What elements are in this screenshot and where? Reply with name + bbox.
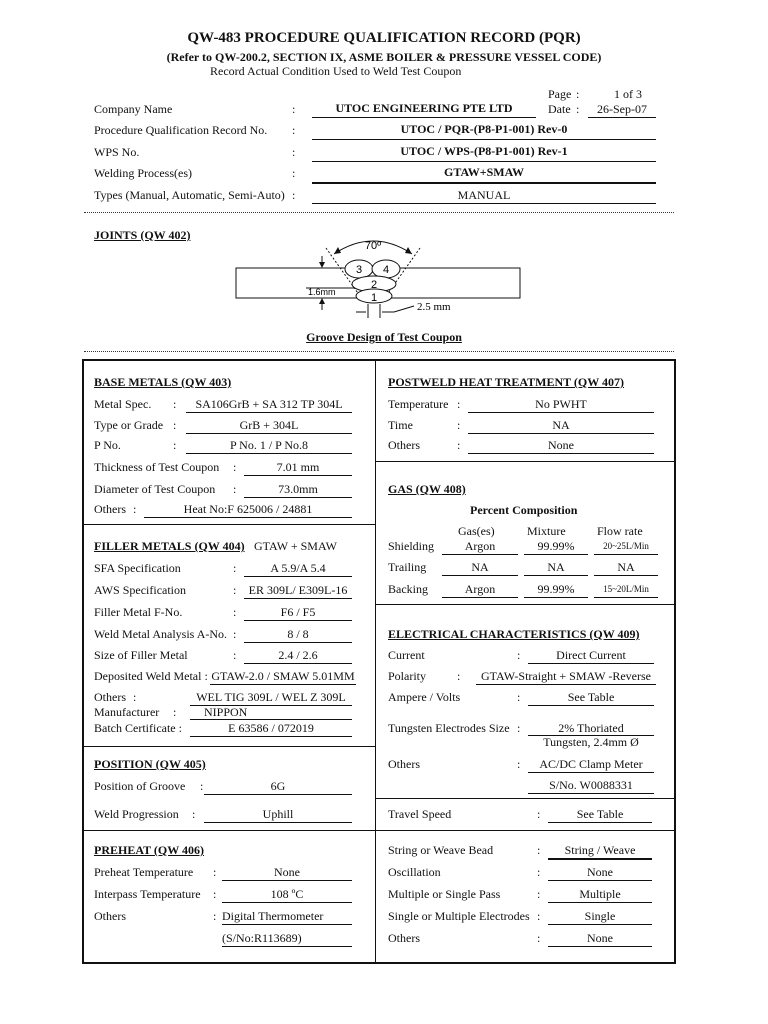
colon: :: [173, 438, 177, 452]
diameter-label: Diameter of Test Coupon: [94, 482, 216, 496]
sfa-label: SFA Specification: [94, 561, 181, 575]
interpass-value: 108 ºC: [270, 887, 304, 901]
metal-spec-label: Metal Spec.: [94, 397, 152, 411]
colon: :: [576, 102, 580, 116]
thickness-label: Thickness of Test Coupon: [94, 460, 220, 474]
underline: [222, 880, 352, 881]
colon: :: [537, 931, 541, 945]
underline: [468, 453, 654, 454]
types-label: Types (Manual, Automatic, Semi-Auto): [94, 188, 285, 202]
underline: [244, 475, 352, 476]
underline: [210, 684, 356, 685]
groove-position-label: Position of Groove: [94, 779, 186, 793]
fno-label: Filler Metal F-No.: [94, 605, 183, 619]
colon: :: [173, 397, 177, 411]
groove-angle: 70º: [364, 240, 382, 252]
section-divider: [84, 746, 375, 747]
progression-label: Weld Progression: [94, 807, 179, 821]
colon: :: [233, 460, 237, 474]
elec-others-label: Others: [388, 757, 420, 771]
company-label: Company Name: [94, 102, 173, 116]
colon: :: [457, 418, 461, 432]
underline: [244, 576, 352, 577]
root-face-label: 1.6mm: [308, 287, 336, 297]
colon: :: [292, 123, 296, 137]
preheat-others-value: Digital Thermometer: [222, 909, 324, 923]
colon: :: [233, 605, 237, 619]
underline: [244, 663, 352, 664]
ampere-label: Ampere / Volts: [388, 690, 461, 704]
polarity-value: GTAW-Straight + SMAW -Reverse: [481, 669, 651, 683]
colon: :: [517, 757, 521, 771]
underline: [222, 924, 352, 925]
filler-others-value: WEL TIG 309L / WEL Z 309L: [196, 690, 346, 704]
wps-label: WPS No.: [94, 145, 140, 159]
col-mixture: Mixture: [527, 524, 566, 538]
underline: [528, 793, 654, 794]
thermometer-serial: (S/No:R113689): [222, 931, 302, 945]
percent-composition: Percent Composition: [470, 503, 578, 517]
underline: [442, 554, 518, 555]
oscillation-label: Oscillation: [388, 865, 441, 879]
tungsten-value-2: Tungsten, 2.4mm Ø: [543, 735, 639, 749]
underline: [222, 946, 352, 947]
page-value: 1 of 3: [614, 87, 642, 101]
col-flow-rate: Flow rate: [597, 524, 643, 538]
thickness-value: 7.01 mm: [276, 460, 320, 474]
underline: [548, 924, 652, 925]
manufacturer-value: NIPPON: [204, 705, 248, 719]
oscillation-value: None: [587, 865, 613, 879]
colon: :: [233, 627, 237, 641]
travel-speed-value: See Table: [576, 807, 624, 821]
current-label: Current: [388, 648, 425, 662]
filler-metals-title: FILLER METALS (QW 404): [94, 539, 245, 553]
page-label: Page: [548, 87, 572, 101]
groove-position-value: 6G: [270, 779, 286, 793]
section-divider: [376, 830, 674, 831]
underline: [244, 620, 352, 621]
preheat-others-label: Others: [94, 909, 126, 923]
gas-row-flow: 15~20L/Min: [603, 584, 649, 594]
pqr-label: Procedure Qualification Record No.: [94, 123, 268, 137]
colon: :: [200, 779, 204, 793]
pqr-value: UTOC / PQR-(P8-P1-001) Rev-0: [400, 122, 568, 136]
underline: [312, 139, 656, 140]
underline: [442, 597, 518, 598]
underline: [222, 902, 352, 903]
aws-value: ER 309L/ E309L-16: [248, 583, 348, 597]
pno-label: P No.: [94, 438, 121, 452]
underline: [312, 203, 656, 204]
underline: [144, 517, 352, 518]
section-divider: [84, 830, 375, 831]
preheat-temp-value: None: [274, 865, 300, 879]
metal-spec-value: SA106GrB + SA 312 TP 304L: [195, 397, 343, 411]
colon: :: [192, 807, 196, 821]
deposited-value: GTAW-2.0 / SMAW 5.01MM: [211, 669, 355, 683]
underline: [468, 433, 654, 434]
pwht-time-value: NA: [552, 418, 570, 432]
column-divider: [375, 361, 376, 962]
gas-row-mix: 99.99%: [537, 582, 575, 596]
colon: :: [233, 648, 237, 662]
pwht-temp-label: Temperature: [388, 397, 449, 411]
gas-title: GAS (QW 408): [388, 482, 466, 496]
underline: [594, 554, 658, 555]
underline: [524, 554, 588, 555]
electrical-title: ELECTRICAL CHARACTERISTICS (QW 409): [388, 627, 640, 641]
underline: [548, 946, 652, 947]
dotted-separator: [84, 351, 674, 352]
colon: :: [457, 669, 461, 683]
technique-others-value: None: [587, 931, 613, 945]
bead-type-value: String / Weave: [564, 843, 636, 857]
colon: :: [576, 87, 580, 101]
clamp-meter-serial: S/No. W0088331: [549, 778, 633, 792]
colon: :: [173, 418, 177, 432]
deposited-label: Deposited Weld Metal :: [94, 669, 208, 683]
underline: [524, 597, 588, 598]
colon: :: [517, 648, 521, 662]
underline: [186, 433, 352, 434]
bead-2-label: 2: [370, 279, 378, 291]
colon: :: [457, 397, 461, 411]
grade-value: GrB + 304L: [239, 418, 299, 432]
bead-4-label: 4: [382, 264, 390, 276]
technique-others-label: Others: [388, 931, 420, 945]
aws-label: AWS Specification: [94, 583, 187, 597]
underline: [244, 642, 352, 643]
col-gases: Gas(es): [458, 524, 495, 538]
process-value: GTAW+SMAW: [444, 165, 524, 179]
groove-caption: Groove Design of Test Coupon: [306, 330, 462, 344]
underline: [528, 663, 654, 664]
joints-title: JOINTS (QW 402): [94, 228, 191, 242]
underline: [528, 772, 654, 773]
colon: :: [292, 188, 296, 202]
groove-diagram: [230, 232, 530, 328]
underline: [524, 575, 588, 576]
bead-1-label: 1: [370, 292, 378, 304]
dotted-separator: [84, 212, 674, 213]
pwht-temp-value: No PWHT: [535, 397, 587, 411]
fno-value: F6 / F5: [280, 605, 316, 619]
gas-row-gas: NA: [471, 560, 489, 574]
ano-value: 8 / 8: [287, 627, 309, 641]
filler-process-value: GTAW + SMAW: [254, 539, 337, 553]
pwht-time-label: Time: [388, 418, 413, 432]
preheat-title: PREHEAT (QW 406): [94, 843, 205, 857]
underline: [186, 453, 352, 454]
colon: :: [537, 843, 541, 857]
colon: :: [213, 887, 217, 901]
diameter-value: 73.0mm: [278, 482, 318, 496]
colon: :: [537, 909, 541, 923]
base-others-label: Others: [94, 502, 126, 516]
electrodes-label: Single or Multiple Electrodes: [388, 909, 530, 923]
underline: [548, 902, 652, 903]
polarity-label: Polarity: [388, 669, 426, 683]
travel-speed-label: Travel Speed: [388, 807, 452, 821]
ampere-value: See Table: [567, 690, 615, 704]
section-divider: [376, 604, 674, 605]
underline: [594, 597, 658, 598]
pass-value: Multiple: [579, 887, 621, 901]
batch-label: Batch Certificate :: [94, 721, 182, 735]
root-gap-label: 2.5 mm: [417, 301, 451, 313]
interpass-label: Interpass Temperature: [94, 887, 201, 901]
base-metals-title: BASE METALS (QW 403): [94, 375, 232, 389]
tungsten-label: Tungsten Electrodes Size: [388, 721, 510, 735]
batch-value: E 63586 / 072019: [228, 721, 314, 735]
gas-row-gas: Argon: [464, 539, 496, 553]
tungsten-value: 2% Thoriated: [558, 721, 624, 735]
underline: [468, 412, 654, 413]
date-value: 26-Sep-07: [597, 102, 647, 116]
pass-label: Multiple or Single Pass: [388, 887, 501, 901]
position-title: POSITION (QW 405): [94, 757, 206, 771]
company-value: UTOC ENGINEERING PTE LTD: [335, 101, 513, 115]
colon: :: [292, 102, 296, 116]
section-divider: [376, 798, 674, 799]
pno-value: P No. 1 / P No.8: [229, 438, 309, 452]
colon: :: [133, 690, 137, 704]
colon: :: [517, 690, 521, 704]
gas-row-label: Trailing: [388, 560, 427, 574]
manufacturer-label: Manufacturer: [94, 705, 160, 719]
filler-others-label: Others: [94, 690, 126, 704]
types-value: MANUAL: [457, 188, 511, 202]
record-note: Record Actual Condition Used to Weld Test Coupon: [210, 64, 462, 78]
pwht-others-label: Others: [388, 438, 420, 452]
sfa-value: A 5.9/A 5.4: [270, 561, 326, 575]
underline: [442, 575, 518, 576]
colon: :: [173, 705, 177, 719]
underline: [190, 736, 352, 737]
underline: [594, 575, 658, 576]
gas-row-mix: NA: [547, 560, 565, 574]
underline: [186, 412, 352, 413]
size-label: Size of Filler Metal: [94, 648, 188, 662]
underline: [190, 719, 352, 720]
colon: :: [213, 865, 217, 879]
underline: [204, 794, 352, 795]
elec-others-value: AC/DC Clamp Meter: [539, 757, 643, 771]
underline: [312, 161, 656, 162]
underline: [548, 880, 652, 881]
preheat-temp-label: Preheat Temperature: [94, 865, 194, 879]
gas-row-mix: 99.99%: [537, 539, 575, 553]
underline: [588, 117, 656, 118]
current-value: Direct Current: [556, 648, 626, 662]
gas-row-gas: Argon: [464, 582, 496, 596]
underline: [244, 497, 352, 498]
colon: :: [133, 502, 137, 516]
colon: :: [457, 438, 461, 452]
process-label: Welding Process(es): [94, 166, 193, 180]
grade-label: Type or Grade: [94, 418, 164, 432]
colon: :: [537, 887, 541, 901]
underline: [528, 705, 654, 706]
colon: :: [233, 482, 237, 496]
colon: :: [517, 721, 521, 735]
colon: :: [292, 166, 296, 180]
progression-value: Uphill: [262, 807, 294, 821]
size-value: 2.4 / 2.6: [278, 648, 318, 662]
underline: [548, 822, 652, 823]
page-title: QW-483 PROCEDURE QUALIFICATION RECORD (PQR): [187, 30, 581, 46]
ano-label: Weld Metal Analysis A-No.: [94, 627, 228, 641]
colon: :: [537, 807, 541, 821]
section-divider: [376, 461, 674, 462]
wps-value: UTOC / WPS-(P8-P1-001) Rev-1: [400, 144, 568, 158]
colon: :: [537, 865, 541, 879]
gas-row-label: Backing: [388, 582, 428, 596]
underline: [312, 117, 536, 118]
electrodes-value: Single: [584, 909, 616, 923]
underline: [244, 598, 352, 599]
code-reference: (Refer to QW-200.2, SECTION IX, ASME BOILER & PRESSURE VESSEL CODE): [166, 50, 602, 64]
underline: [312, 182, 656, 184]
colon: :: [213, 909, 217, 923]
bead-type-label: String or Weave Bead: [388, 843, 494, 857]
pwht-title: POSTWELD HEAT TREATMENT (QW 407): [388, 375, 625, 389]
colon: :: [292, 145, 296, 159]
colon: :: [233, 583, 237, 597]
gas-row-label: Shielding: [388, 539, 435, 553]
date-label: Date: [548, 102, 571, 116]
section-divider: [84, 524, 375, 525]
gas-row-flow: 20~25L/Min: [603, 541, 649, 551]
underline: [476, 684, 656, 685]
pwht-others-value: None: [548, 438, 574, 452]
underline: [204, 822, 352, 823]
bead-3-label: 3: [355, 264, 363, 276]
gas-row-flow: NA: [617, 560, 635, 574]
colon: :: [233, 561, 237, 575]
base-others-value: Heat No:F 625006 / 24881: [183, 502, 313, 516]
underline: [548, 858, 652, 860]
